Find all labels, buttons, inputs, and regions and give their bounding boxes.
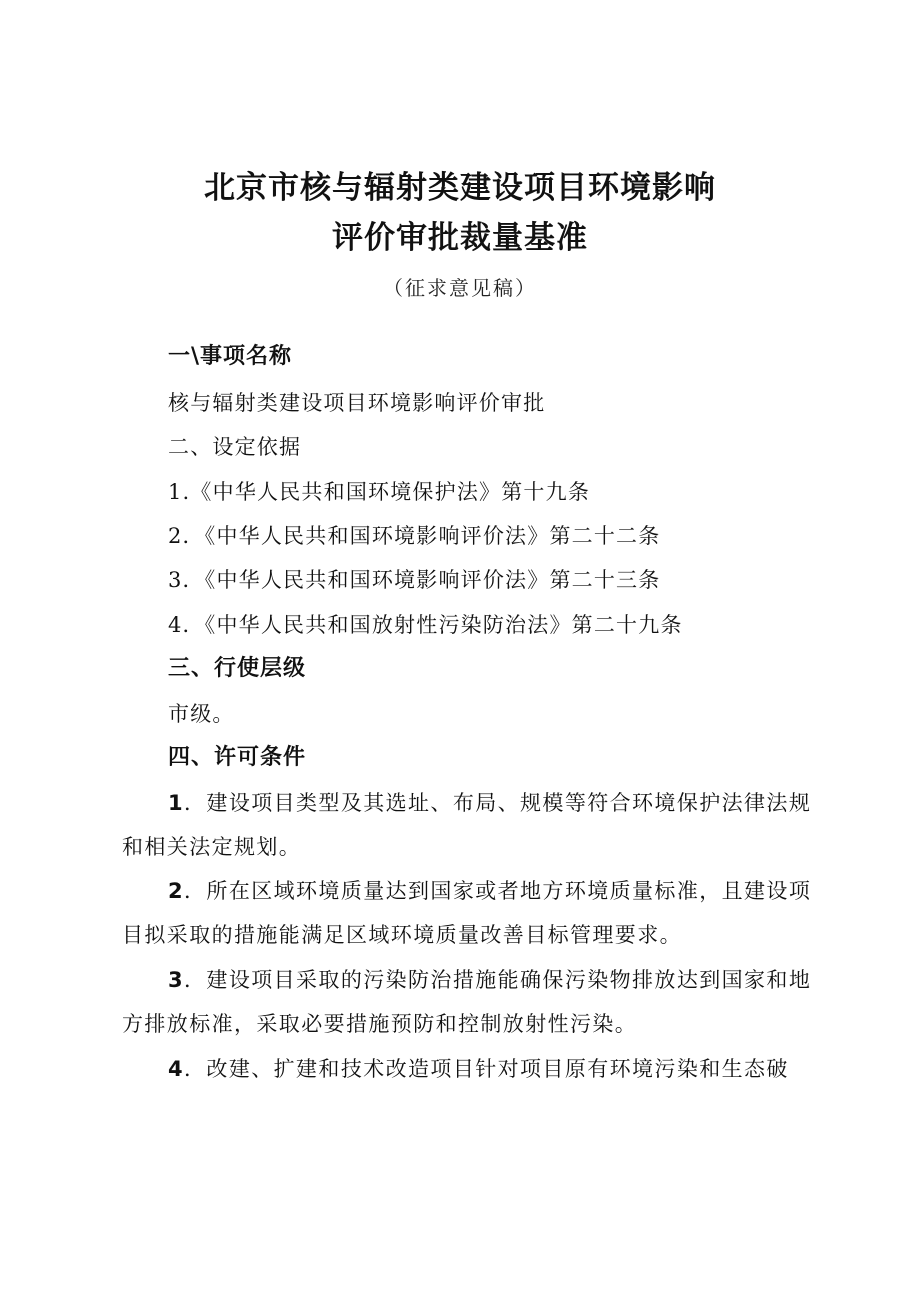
permit-condition-3 — [122, 958, 812, 1046]
condition-text: ．改建、扩建和技术改造项目针对项目原有环境污染和生态破 — [184, 1057, 789, 1081]
permit-condition-2 — [122, 869, 812, 957]
section-heading-exercise-level: 三、行使层级 — [168, 656, 307, 681]
document-title-line-1: 北京市核与辐射类建设项目环境影响 — [204, 170, 716, 206]
condition-number: 3 — [168, 968, 185, 992]
item-name-content: 核与辐射类建设项目环境影响评价审批 — [168, 391, 546, 415]
legal-basis-item-4: 4．《中华人民共和国放射性污染防治法》第二十九条 — [168, 613, 683, 637]
legal-basis-item-2: 2．《中华人民共和国环境影响评价法》第二十二条 — [168, 524, 661, 548]
condition-text: ．建设项目类型及其选址、布局、规模等符合环境保护法律法规和相关法定规划。 — [122, 791, 812, 859]
section-heading-permit-conditions: 四、许可条件 — [168, 745, 307, 770]
legal-basis-item-1: 1.《中华人民共和国环境保护法》第十九条 — [168, 480, 591, 504]
section-heading-item-name: 一\事项名称 — [168, 344, 293, 369]
legal-basis-item-3: 3．《中华人民共和国环境影响评价法》第二十三条 — [168, 568, 661, 592]
document-subtitle: （征求意见稿） — [383, 276, 537, 300]
permit-condition-1 — [122, 781, 812, 869]
section-heading-legal-basis: 二、设定依据 — [168, 435, 302, 459]
condition-text: ．所在区域环境质量达到国家或者地方环境质量标准，且建设项目拟采取的措施能满足区域环境质量改善目标管理要求。 — [122, 879, 812, 947]
condition-number: 2 — [168, 879, 185, 903]
exercise-level-content: 市级。 — [168, 702, 235, 726]
document-title-line-2: 评价审批裁量基准 — [332, 220, 588, 256]
permit-condition-4 — [122, 1047, 812, 1091]
condition-number: 4 — [168, 1057, 185, 1081]
condition-text: ．建设项目采取的污染防治措施能确保污染物排放达到国家和地方排放标准，采取必要措施预防和控制放射性污染。 — [122, 968, 812, 1036]
condition-number: 1 — [168, 791, 185, 815]
